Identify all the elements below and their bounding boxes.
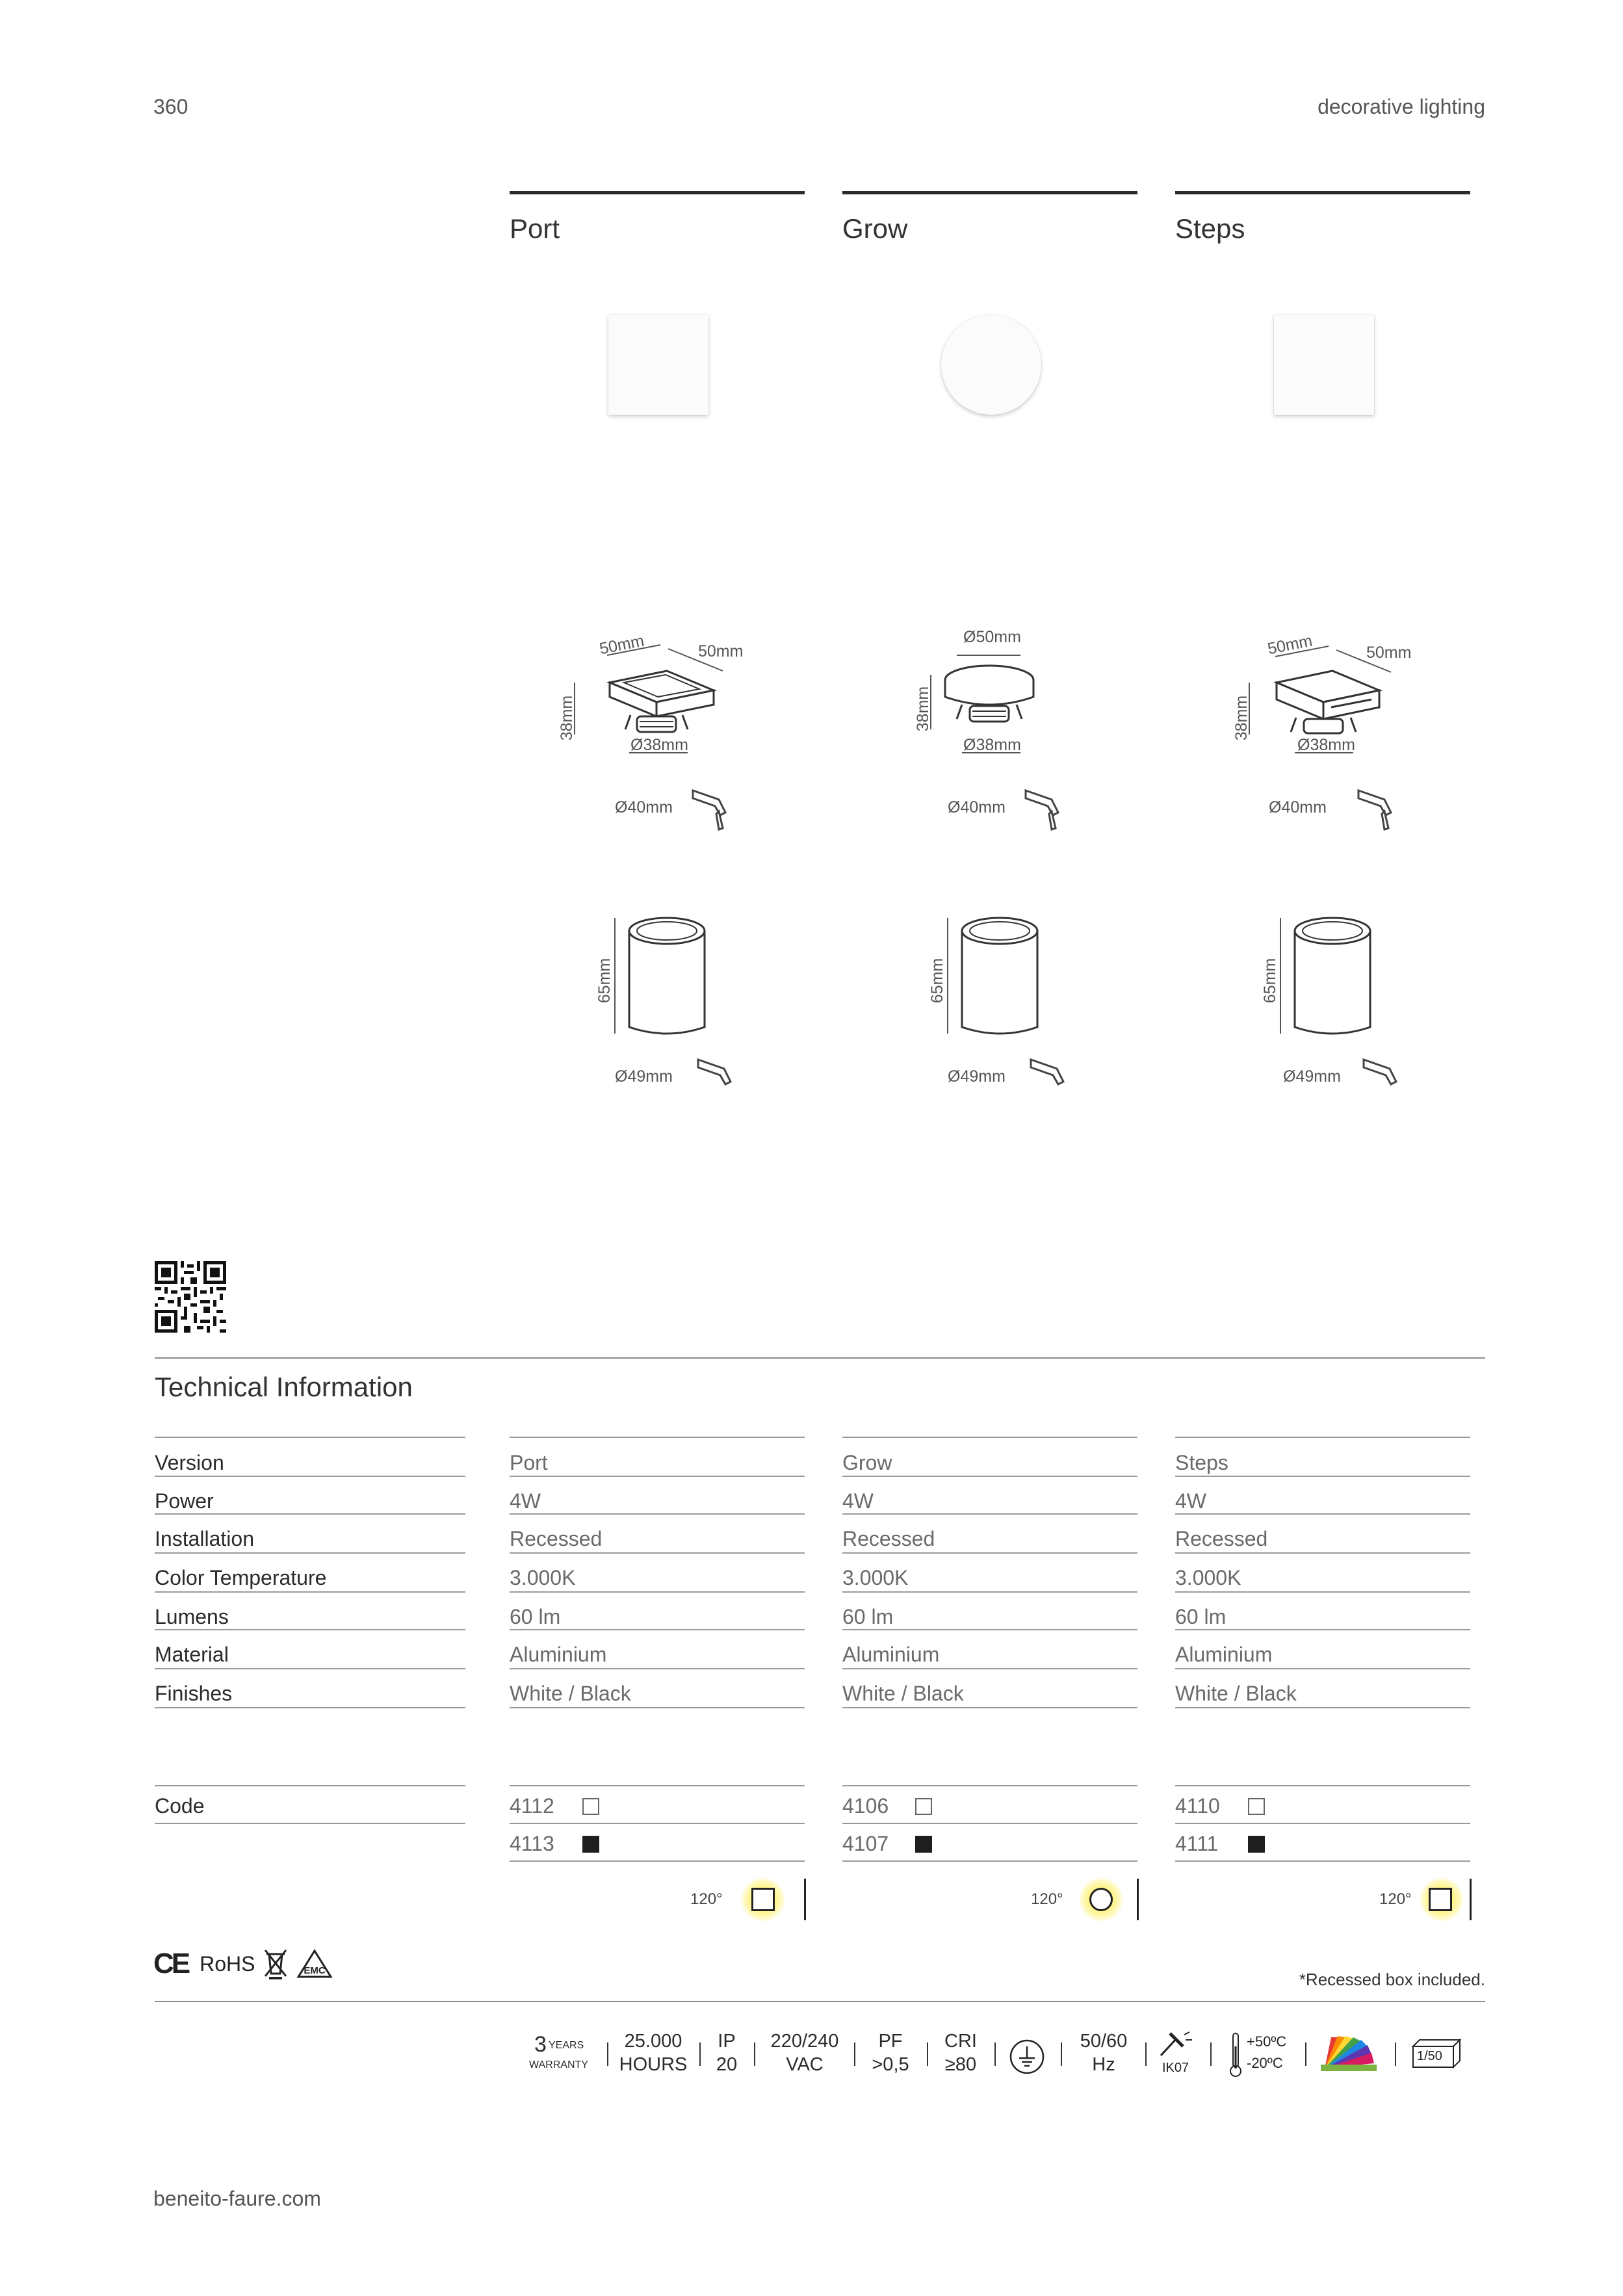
row-rule	[510, 1629, 805, 1630]
spec-label: Installation	[155, 1527, 254, 1550]
row-rule	[842, 1591, 1137, 1593]
cri-spec	[936, 2029, 985, 2077]
dim-height: 38mm	[914, 686, 933, 732]
column-rule	[510, 191, 805, 194]
emc-icon	[296, 1949, 333, 1979]
spec-value: Grow	[842, 1451, 892, 1474]
spec-value: Aluminium	[1175, 1643, 1273, 1666]
box-diameter: Ø49mm	[948, 1067, 1006, 1086]
spec-value: White / Black	[1175, 1682, 1297, 1705]
row-rule	[155, 1591, 465, 1593]
dim-base: Ø38mm	[963, 736, 1021, 754]
row-rule	[842, 1476, 1137, 1477]
spec-value: Steps	[1175, 1451, 1228, 1474]
column-end-bar	[1137, 1879, 1139, 1920]
row-rule	[510, 1552, 805, 1554]
spec-separator	[1305, 2042, 1306, 2066]
warranty-number: 3	[534, 2032, 547, 2057]
dim-width: 50mm	[1266, 631, 1314, 659]
spec-value: 4W	[842, 1489, 874, 1513]
product-name: Port	[510, 213, 560, 244]
row-rule	[155, 1513, 465, 1515]
cri-label: CRI	[944, 2031, 977, 2052]
row-rule	[1175, 1785, 1470, 1786]
row-rule	[842, 1707, 1137, 1708]
row-rule	[842, 1785, 1137, 1786]
spec-value: 3.000K	[842, 1566, 909, 1589]
steps-dimension-drawing	[1225, 618, 1420, 891]
packaging-spec	[1410, 2036, 1462, 2070]
beam-angle: 120°	[690, 1890, 723, 1908]
square-beam-icon	[751, 1888, 775, 1911]
row-rule	[842, 1629, 1137, 1630]
frequency-value: 50/60	[1080, 2031, 1128, 2052]
dim-depth: 50mm	[1366, 644, 1412, 662]
dim-width: 50mm	[597, 631, 646, 659]
code-label: Code	[155, 1794, 205, 1818]
product-photo	[1274, 315, 1374, 415]
row-rule	[155, 1823, 465, 1824]
row-rule	[155, 1707, 465, 1708]
row-rule	[1175, 1629, 1470, 1630]
spec-value: 4W	[1175, 1489, 1206, 1513]
page-number: 360	[153, 95, 188, 118]
column-rule	[842, 191, 1137, 194]
ik-value: IK07	[1162, 2061, 1189, 2075]
spec-separator	[754, 2042, 755, 2066]
black-finish-swatch	[915, 1836, 932, 1853]
port-dimension-drawing	[559, 618, 754, 891]
spec-value: Recessed	[842, 1527, 935, 1550]
voltage-spec	[766, 2029, 844, 2077]
rohs-mark: RoHS	[200, 1951, 255, 1976]
row-rule	[155, 1552, 465, 1554]
spec-value: Recessed	[510, 1527, 603, 1550]
emc-label: EMC	[304, 1965, 326, 1976]
temp-max: +50ºC	[1247, 2033, 1287, 2050]
row-rule	[842, 1668, 1137, 1669]
warranty-spec	[529, 2032, 607, 2078]
hours-unit: HOURS	[619, 2054, 688, 2076]
warranty-word: WARRANTY	[529, 2059, 588, 2070]
row-rule	[842, 1552, 1137, 1554]
weee-bin-icon	[263, 1948, 289, 1980]
product-code: 4113	[510, 1832, 554, 1855]
column-end-bar	[1470, 1879, 1472, 1920]
warranty-unit: YEARS	[549, 2040, 584, 2051]
column-rule	[1175, 191, 1470, 194]
frequency-unit: Hz	[1092, 2054, 1115, 2076]
spec-separator	[1395, 2042, 1396, 2066]
row-rule	[510, 1707, 805, 1708]
grow-dimension-drawing	[892, 618, 1087, 891]
section-rule	[155, 1357, 1485, 1359]
row-rule	[510, 1476, 805, 1477]
steps-box-drawing	[1225, 904, 1420, 1112]
row-rule	[1175, 1513, 1470, 1515]
frequency-spec	[1072, 2029, 1135, 2077]
row-rule	[510, 1437, 805, 1438]
spec-separator	[1210, 2042, 1212, 2066]
spec-value: 60 lm	[1175, 1605, 1227, 1628]
voltage-unit: VAC	[786, 2054, 824, 2076]
box-height: 65mm	[1261, 958, 1280, 1004]
product-code: 4106	[842, 1794, 889, 1818]
square-beam-icon	[1429, 1888, 1452, 1911]
hours-spec	[617, 2029, 689, 2077]
row-rule	[155, 1785, 465, 1786]
spec-value: Port	[510, 1451, 548, 1474]
voltage-value: 220/240	[770, 2031, 839, 2052]
thermometer-icon	[1228, 2032, 1243, 2078]
spec-separator	[607, 2042, 608, 2066]
website-link[interactable]: beneito-faure.com	[153, 2187, 321, 2210]
product-name: Grow	[842, 213, 908, 244]
spec-value: 60 lm	[842, 1605, 894, 1628]
black-finish-swatch	[1248, 1836, 1265, 1853]
spec-label: Finishes	[155, 1682, 233, 1705]
row-rule	[842, 1860, 1137, 1862]
row-rule	[155, 1476, 465, 1477]
white-finish-swatch	[1248, 1798, 1265, 1815]
row-rule	[155, 1629, 465, 1630]
recessed-box-note: *Recessed box included.	[1299, 1970, 1485, 1989]
spec-value: 3.000K	[1175, 1566, 1241, 1589]
product-code: 4111	[1175, 1832, 1219, 1855]
row-rule	[1175, 1437, 1470, 1438]
ik-spec	[1157, 2029, 1202, 2081]
row-rule	[155, 1668, 465, 1669]
row-rule	[510, 1860, 805, 1862]
hours-value: 25.000	[624, 2031, 682, 2052]
row-rule	[842, 1437, 1137, 1438]
white-finish-swatch	[915, 1798, 932, 1815]
spec-value: 3.000K	[510, 1566, 576, 1589]
spec-label: Lumens	[155, 1605, 229, 1628]
row-rule	[1175, 1591, 1470, 1593]
spec-separator	[927, 2042, 928, 2066]
spec-separator	[994, 2042, 996, 2066]
spec-separator	[1145, 2042, 1147, 2066]
dim-base: Ø38mm	[1297, 736, 1355, 754]
beam-angle: 120°	[1031, 1890, 1063, 1908]
dim-height: 38mm	[1232, 695, 1251, 741]
dim-base: Ø38mm	[630, 736, 688, 754]
spec-value: 60 lm	[510, 1605, 561, 1628]
product-code: 4110	[1175, 1794, 1220, 1818]
spec-value: White / Black	[842, 1682, 964, 1705]
pack-quantity: 1/50	[1417, 2049, 1442, 2063]
pf-spec	[866, 2029, 915, 2077]
row-rule	[510, 1591, 805, 1593]
box-height: 65mm	[928, 958, 947, 1004]
box-height: 65mm	[595, 958, 614, 1004]
spec-value: Recessed	[1175, 1527, 1268, 1550]
beam-angle: 120°	[1379, 1890, 1412, 1908]
spec-label: Version	[155, 1451, 224, 1474]
qr-code[interactable]	[155, 1261, 226, 1333]
ip-label: IP	[718, 2031, 736, 2052]
port-box-drawing	[559, 904, 754, 1112]
technical-title: Technical Information	[155, 1372, 413, 1402]
spec-value: Aluminium	[842, 1643, 940, 1666]
row-rule	[842, 1513, 1137, 1515]
certification-logos	[153, 1948, 333, 1980]
round-beam-icon	[1089, 1888, 1113, 1911]
row-rule	[510, 1823, 805, 1824]
dim-height: 38mm	[558, 695, 577, 741]
pf-label: PF	[878, 2031, 903, 2052]
spec-separator	[699, 2042, 701, 2066]
column-end-bar	[804, 1879, 806, 1920]
spec-value: 4W	[510, 1489, 541, 1513]
black-finish-swatch	[582, 1836, 599, 1853]
product-name: Steps	[1175, 213, 1245, 244]
pf-value: >0,5	[872, 2054, 909, 2076]
cri-value: ≥80	[944, 2054, 977, 2076]
row-rule	[1175, 1707, 1470, 1708]
earth-ground-icon	[1009, 2039, 1045, 2075]
row-rule	[155, 1437, 465, 1438]
row-rule	[1175, 1860, 1470, 1862]
dim-cutout: Ø40mm	[615, 798, 673, 816]
row-rule	[510, 1785, 805, 1786]
color-range-fan-icon	[1318, 2028, 1379, 2078]
row-rule	[510, 1668, 805, 1669]
dim-cutout: Ø40mm	[948, 798, 1006, 816]
spec-value: White / Black	[510, 1682, 631, 1705]
row-rule	[510, 1513, 805, 1515]
dim-cutout: Ø40mm	[1269, 798, 1327, 816]
white-finish-swatch	[582, 1798, 599, 1815]
dim-top: Ø50mm	[963, 628, 1021, 646]
hammer-impact-icon	[1157, 2029, 1193, 2059]
row-rule	[842, 1823, 1137, 1824]
ip-value: 20	[716, 2054, 738, 2076]
row-rule	[1175, 1476, 1470, 1477]
product-code: 4112	[510, 1794, 554, 1818]
product-photo	[608, 315, 708, 415]
row-rule	[1175, 1823, 1470, 1824]
ip-spec	[712, 2029, 741, 2077]
spec-label: Material	[155, 1643, 229, 1666]
temp-min: -20ºC	[1247, 2055, 1283, 2071]
product-photo	[941, 315, 1041, 415]
dim-depth: 50mm	[698, 642, 744, 660]
box-diameter: Ø49mm	[615, 1067, 673, 1086]
row-rule	[1175, 1668, 1470, 1669]
temperature-spec	[1247, 2031, 1286, 2074]
ce-mark: CE	[153, 1948, 188, 1979]
cert-rule	[155, 2001, 1485, 2002]
product-code: 4107	[842, 1832, 889, 1855]
grow-box-drawing	[892, 904, 1087, 1112]
spec-separator	[1061, 2042, 1062, 2066]
section-title: decorative lighting	[1318, 95, 1485, 118]
spec-separator	[854, 2042, 855, 2066]
box-diameter: Ø49mm	[1283, 1067, 1341, 1086]
spec-label: Color Temperature	[155, 1566, 327, 1589]
row-rule	[1175, 1552, 1470, 1554]
spec-label: Power	[155, 1489, 214, 1513]
spec-value: Aluminium	[510, 1643, 607, 1666]
